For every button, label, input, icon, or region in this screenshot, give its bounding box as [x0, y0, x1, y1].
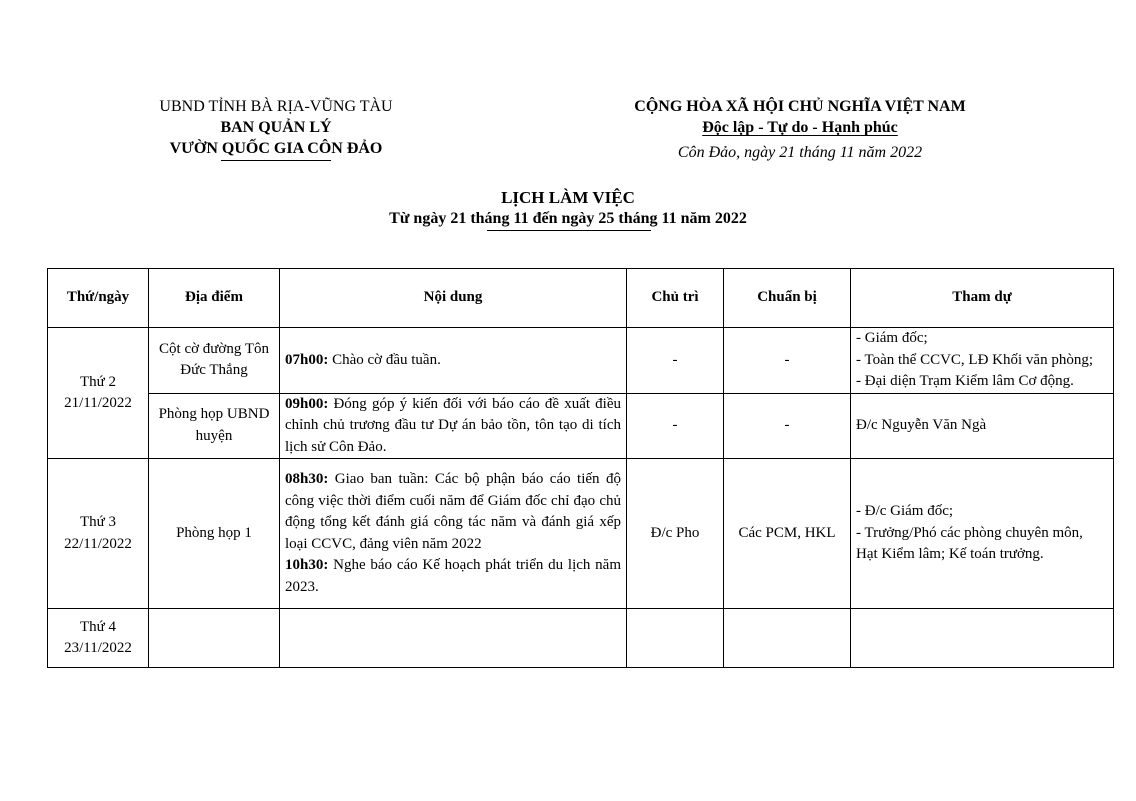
agency-line-3: VƯỜN QUỐC GIA CÔN ĐẢO [169, 140, 383, 157]
national-motto: Độc lập - Tự do - Hạnh phúc [702, 119, 898, 136]
agenda-time: 08h30: [285, 471, 329, 487]
attendee-line: - Giám đốc; [856, 330, 928, 346]
header-content: Nội dung [280, 269, 627, 328]
attendee-line: - Toàn thể CCVC, LĐ Khối văn phòng; [856, 351, 1093, 368]
attendee-line: - Trưởng/Phó các phòng chuyên môn, Hạt Kiểm lâm; Kế toán trưởng. [856, 524, 1083, 563]
prepare-cell: Các PCM, HKL [724, 459, 851, 609]
header-location: Địa điểm [149, 269, 280, 328]
chair-cell: - [627, 328, 724, 394]
agency-header [120, 96, 432, 161]
day-date: 21/11/2022 [64, 395, 132, 411]
chair-cell: - [627, 393, 724, 459]
agency-line-2: BAN QUẢN LÝ [220, 119, 332, 136]
schedule-table [47, 268, 1114, 668]
day-cell [48, 609, 149, 668]
agenda-time: 10h30: [285, 557, 329, 573]
header-attend: Tham dự [851, 269, 1114, 328]
day-cell [48, 328, 149, 459]
table-header-row [48, 269, 1114, 328]
title-divider [487, 230, 651, 231]
document-date: Côn Đảo, ngày 21 tháng 11 năm 2022 [677, 144, 923, 161]
document-title: LỊCH LÀM VIỆC [501, 188, 635, 207]
location-cell: Phòng họp 1 [149, 459, 280, 609]
day-date: 22/11/2022 [64, 535, 132, 552]
agenda-text: Giao ban tuần: Các bộ phận báo cáo tiến độ công việc thời điểm cuối năm để Giám đốc chỉ đạo chủ động tổng kết đánh giá công tác năm và đánh giá xếp loại CCVC, đảng viên năm 2022 [285, 471, 621, 552]
attendee-line: - Đại diện Trạm Kiểm lâm Cơ động. [856, 373, 1074, 389]
table-row [48, 328, 1114, 394]
day-date: 23/11/2022 [64, 640, 132, 656]
day-cell [48, 459, 149, 609]
header-day: Thứ/ngày [48, 269, 149, 328]
chair-cell [627, 609, 724, 668]
table-row [48, 393, 1114, 459]
agenda-text: Chào cờ đầu tuần. [328, 351, 441, 368]
header-prepare: Chuẩn bị [724, 269, 851, 328]
prepare-cell: - [724, 393, 851, 459]
chair-cell: Đ/c Pho [627, 459, 724, 609]
agenda-text: Đóng góp ý kiến đối với báo cáo đề xuất điều chỉnh chủ trương đầu tư Dự án bảo tồn, tôn tạo di tích lịch sử Côn Đảo. [285, 395, 621, 455]
attend-cell [851, 459, 1114, 609]
agency-line-1: UBND TỈNH BÀ RỊA-VŨNG TÀU [159, 98, 393, 115]
document-title-block [0, 187, 1136, 231]
agenda-text: Nghe báo cáo Kế hoạch phát triển du lịch năm 2023. [285, 557, 621, 595]
document-subtitle: Từ ngày 21 tháng 11 đến ngày 25 tháng 11 năm 2022 [389, 210, 747, 227]
content-cell [280, 393, 627, 459]
location-cell: Phòng họp UBND huyện [149, 393, 280, 459]
content-cell [280, 328, 627, 394]
content-cell [280, 459, 627, 609]
agency-divider [221, 160, 331, 161]
day-name: Thứ 3 [79, 514, 117, 530]
national-title: CỘNG HÒA XÃ HỘI CHỦ NGHĨA VIỆT NAM [634, 98, 966, 115]
attendee-line: - Đ/c Giám đốc; [856, 503, 954, 520]
agenda-time: 07h00: [285, 351, 329, 368]
attend-cell: Đ/c Nguyễn Văn Ngà [851, 393, 1114, 459]
attend-cell [851, 609, 1114, 668]
location-cell: Cột cờ đường Tôn Đức Thắng [149, 328, 280, 394]
location-cell [149, 609, 280, 668]
day-name: Thứ 2 [79, 373, 117, 390]
attend-cell [851, 328, 1114, 394]
prepare-cell: - [724, 328, 851, 394]
agenda-time: 09h00: [285, 395, 329, 412]
header-chair: Chủ trì [627, 269, 724, 328]
prepare-cell [724, 609, 851, 668]
table-row [48, 609, 1114, 668]
content-cell [280, 609, 627, 668]
table-row [48, 459, 1114, 609]
national-header [598, 96, 1002, 163]
day-name: Thứ 4 [79, 618, 117, 635]
